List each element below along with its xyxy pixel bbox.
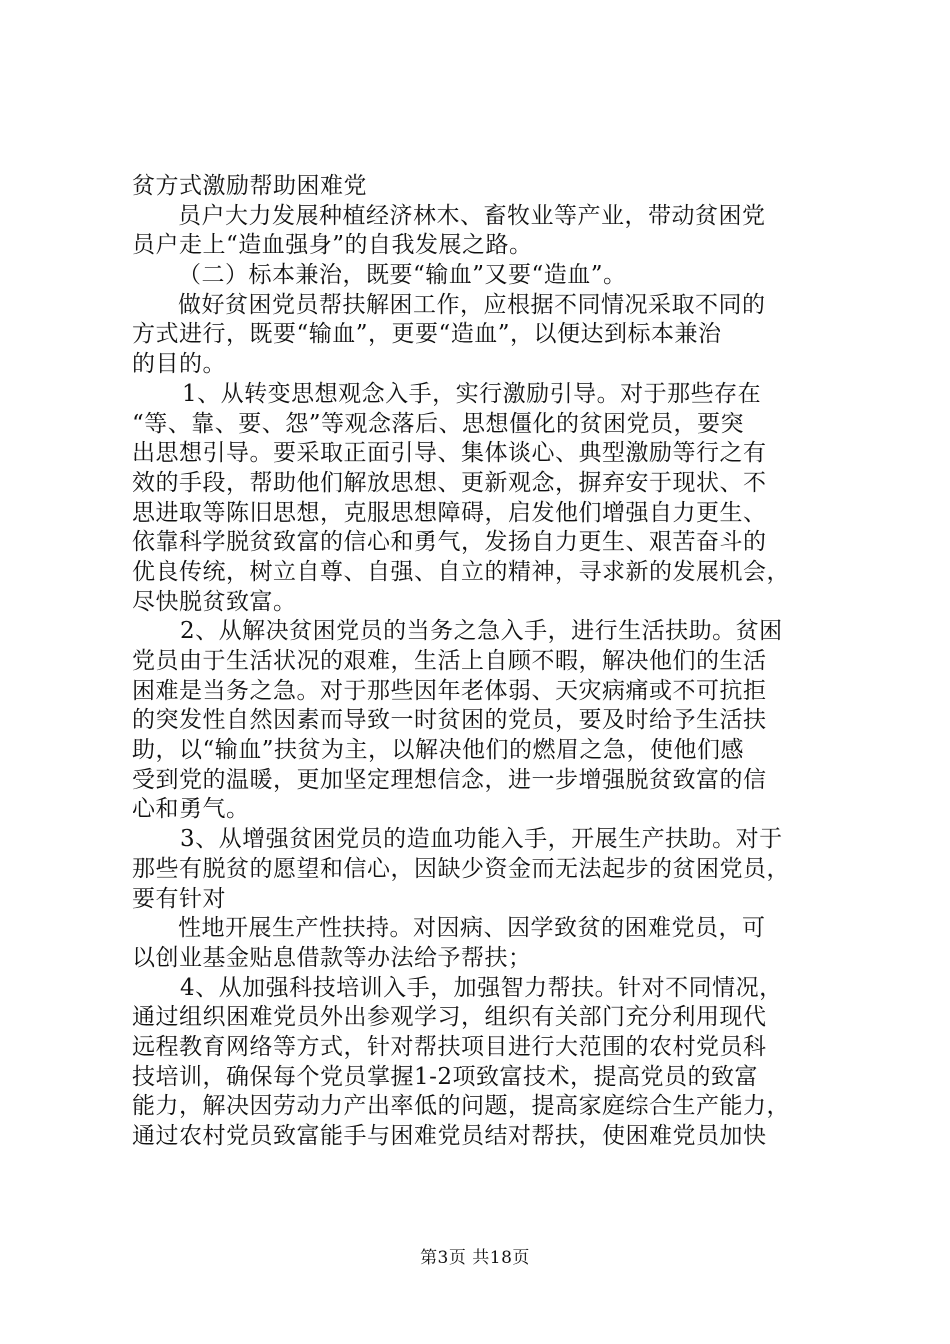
text-line: 党员由于生活状况的艰难，生活上自顾不暇，解决他们的生活 [132,648,767,674]
page-number-footer: 第3页 共18页 [420,1248,530,1268]
text-line: 技培训，确保每个党员掌握1-2项致富技术，提高党员的致富 [132,1063,759,1090]
text-line: 通过农村党员致富能手与困难党员结对帮扶，使困难党员加快 [132,1123,767,1149]
text-line: 员户走上“造血强身”的自我发展之路。 [132,232,533,259]
text-line: 心和勇气。 [132,796,250,823]
text-line: 依靠科学脱贫致富的信心和勇气，发扬自力更生、艰苦奋斗的 [132,529,767,556]
document-body [132,172,832,1152]
text-line: 以创业基金贴息借款等办法给予帮扶； [132,944,532,971]
text-line: 那些有脱贫的愿望和信心，因缺少资金而无法起步的贫困党员， [132,855,790,882]
text-line: 的目的。 [132,351,226,378]
text-line: 员户大力发展种植经济林木、畜牧业等产业，带动贫困党 [178,202,766,229]
text-line: 做好贫困党员帮扶解困工作，应根据不同情况采取不同的 [178,291,766,318]
text-line: 方式进行，既要“输血”，更要“造血”，以便达到标本兼治 [132,321,722,348]
text-line: “等、靠、要、怨”等观念落后、思想僵化的贫困党员，要突 [132,410,745,437]
text-line: 困难是当务之急。对于那些因年老体弱、天灾病痛或不可抗拒 [132,677,767,704]
text-line: 助，以“输血”扶贫为主，以解决他们的燃眉之急，使他们感 [132,737,745,764]
text-line: 尽快脱贫致富。 [132,588,297,615]
text-line: 思进取等陈旧思想，克服思想障碍，启发他们增强自力更生、 [132,499,767,526]
text-line: 远程教育网络等方式，针对帮扶项目进行大范围的农村党员科 [132,1033,767,1060]
text-line: 的突发性自然因素而导致一时贫困的党员，要及时给予生活扶 [132,707,767,734]
text-line: 3、从增强贫困党员的造血功能入手，开展生产扶助。对于 [180,826,783,853]
text-line: 要有针对 [132,885,226,912]
text-line: 能力，解决因劳动力产出率低的问题，提高家庭综合生产能力， [132,1093,790,1120]
text-line: 出思想引导。要采取正面引导、集体谈心、典型激励等行之有 [132,440,767,467]
text-line: 优良传统，树立自尊、自强、自立的精神，寻求新的发展机会， [132,558,790,585]
text-line: 性地开展生产性扶持。对因病、因学致贫的困难党员，可 [178,915,766,942]
text-line: 贫方式激励帮助困难党 [132,173,367,199]
text-line: 受到党的温暖，更加坚定理想信念，进一步增强脱贫致富的信 [132,766,767,793]
text-line: 2、从解决贫困党员的当务之急入手，进行生活扶助。贫困 [180,618,783,645]
text-line: 效的手段，帮助他们解放思想、更新观念，摒弃安于现状、不 [132,469,767,496]
text-line: 1、从转变思想观念入手，实行激励引导。对于那些存在 [182,380,762,407]
text-line: 通过组织困难党员外出参观学习，组织有关部门充分利用现代 [132,1004,767,1031]
section-heading: （二）标本兼治，既要“输血”又要“造血”。 [178,262,627,289]
text-line: 4、从加强科技培训入手，加强智力帮扶。针对不同情况， [180,974,783,1001]
